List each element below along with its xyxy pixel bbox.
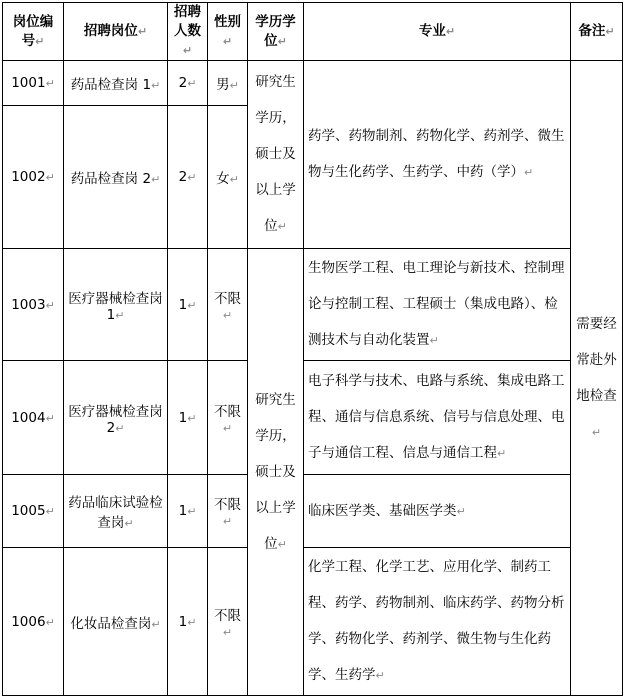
paragraph-mark: ↵ xyxy=(222,308,233,322)
header-major: 专业↵ xyxy=(304,3,571,61)
paragraph-mark: ↵ xyxy=(187,298,197,312)
gender-cell: 女↵ xyxy=(208,106,248,249)
position-cell: 医疗器械检查岗 2↵ xyxy=(64,361,168,475)
table-row xyxy=(3,249,623,361)
major-cell: 化学工程、化学工艺、应用化学、制药工程、药学、药物制剂、临床药学、药物分析学、药物化学、药剂学、微生物与生化药学、生药学↵ xyxy=(304,548,571,696)
paragraph-mark: ↵ xyxy=(222,515,233,528)
code-cell: 1005↵ xyxy=(3,475,64,548)
code-cell: 1004↵ xyxy=(3,361,64,475)
count-cell: 2↵ xyxy=(168,61,208,106)
position-cell: 药品检查岗 2↵ xyxy=(64,106,168,249)
position-cell: 化妆品检查岗↵ xyxy=(64,548,168,696)
paragraph-mark: ↵ xyxy=(35,34,45,48)
paragraph-mark: ↵ xyxy=(277,537,287,551)
paragraph-mark: ↵ xyxy=(45,411,55,425)
paragraph-mark: ↵ xyxy=(187,171,197,184)
paragraph-mark: ↵ xyxy=(137,25,148,38)
education-cell: 研究生学历，硕士及以上学位↵ xyxy=(248,61,304,249)
note-cell: 需要经常赴外地检查↵ xyxy=(571,61,623,696)
paragraph-mark: ↵ xyxy=(229,173,239,186)
paragraph-mark: ↵ xyxy=(524,166,534,179)
paragraph-mark: ↵ xyxy=(151,617,161,631)
position-cell: 医疗器械检查岗 1↵ xyxy=(64,249,168,361)
paragraph-mark: ↵ xyxy=(45,298,55,312)
gender-cell: 不限↵ xyxy=(208,548,248,696)
code-cell: 1003↵ xyxy=(3,249,64,361)
paragraph-mark: ↵ xyxy=(277,34,287,48)
paragraph-mark: ↵ xyxy=(124,517,134,530)
header-row xyxy=(3,3,623,61)
paragraph-mark: ↵ xyxy=(187,505,197,518)
major-cell: 药学、药物制剂、药物化学、药剂学、微生物与生化药学、生药学、中药（学）↵ xyxy=(304,61,571,249)
paragraph-mark: ↵ xyxy=(591,425,602,439)
paragraph-mark: ↵ xyxy=(187,77,197,90)
table-row xyxy=(3,61,623,106)
paragraph-mark: ↵ xyxy=(222,421,233,435)
header-count: 招聘人数↵ xyxy=(168,3,208,61)
paragraph-mark: ↵ xyxy=(375,669,385,682)
paragraph-mark: ↵ xyxy=(151,79,161,92)
education-cell: 研究生学历，硕士及以上学位↵ xyxy=(248,249,304,696)
gender-cell: 不限↵ xyxy=(208,361,248,475)
gender-cell: 男↵ xyxy=(208,61,248,106)
major-cell: 电子科学与技术、电路与系统、集成电路工程、通信与信息系统、信号与信息处理、电子与通信工程、信息与通信工程↵ xyxy=(304,361,571,475)
paragraph-mark: ↵ xyxy=(45,171,55,184)
table-row xyxy=(3,361,623,475)
count-cell: 1↵ xyxy=(168,249,208,361)
count-cell: 1↵ xyxy=(168,475,208,548)
code-cell: 1006↵ xyxy=(3,548,64,696)
paragraph-mark: ↵ xyxy=(229,79,239,92)
paragraph-mark: ↵ xyxy=(277,220,287,233)
count-cell: 1↵ xyxy=(168,548,208,696)
paragraph-mark: ↵ xyxy=(115,421,125,435)
paragraph-mark: ↵ xyxy=(45,615,55,629)
paragraph-mark: ↵ xyxy=(151,173,161,186)
paragraph-mark: ↵ xyxy=(497,447,507,460)
table-row xyxy=(3,475,623,548)
code-cell: 1001↵ xyxy=(3,61,64,106)
header-note: 备注↵ xyxy=(571,3,623,61)
gender-cell: 不限↵ xyxy=(208,249,248,361)
paragraph-mark: ↵ xyxy=(45,77,55,90)
paragraph-mark: ↵ xyxy=(187,411,197,425)
header-position: 招聘岗位↵ xyxy=(64,3,168,61)
position-cell: 药品检查岗 1↵ xyxy=(64,61,168,106)
paragraph-mark: ↵ xyxy=(605,25,615,38)
major-cell: 生物医学工程、电工理论与新技术、控制理论与控制工程、工程硕士（集成电路）、检测技术与自动化装置↵ xyxy=(304,249,571,361)
header-education: 学历学位↵ xyxy=(248,3,304,61)
paragraph-mark: ↵ xyxy=(45,505,55,518)
major-cell: 临床医学类、基础医学类↵ xyxy=(304,475,571,548)
position-cell: 药品临床试验检查岗↵ xyxy=(64,475,168,548)
paragraph-mark: ↵ xyxy=(456,504,466,518)
code-cell: 1002↵ xyxy=(3,106,64,249)
paragraph-mark: ↵ xyxy=(182,44,193,57)
paragraph-mark: ↵ xyxy=(115,308,125,322)
count-cell: 1↵ xyxy=(168,361,208,475)
gender-cell: 不限↵ xyxy=(208,475,248,548)
paragraph-mark: ↵ xyxy=(222,34,233,48)
recruitment-table xyxy=(2,2,623,696)
header-code: 岗位编号↵ xyxy=(3,3,64,61)
paragraph-mark: ↵ xyxy=(445,25,456,38)
paragraph-mark: ↵ xyxy=(429,334,439,347)
count-cell: 2↵ xyxy=(168,106,208,249)
header-gender: 性别↵ xyxy=(208,3,248,61)
paragraph-mark: ↵ xyxy=(222,625,233,639)
paragraph-mark: ↵ xyxy=(187,615,197,629)
table-row xyxy=(3,548,623,696)
